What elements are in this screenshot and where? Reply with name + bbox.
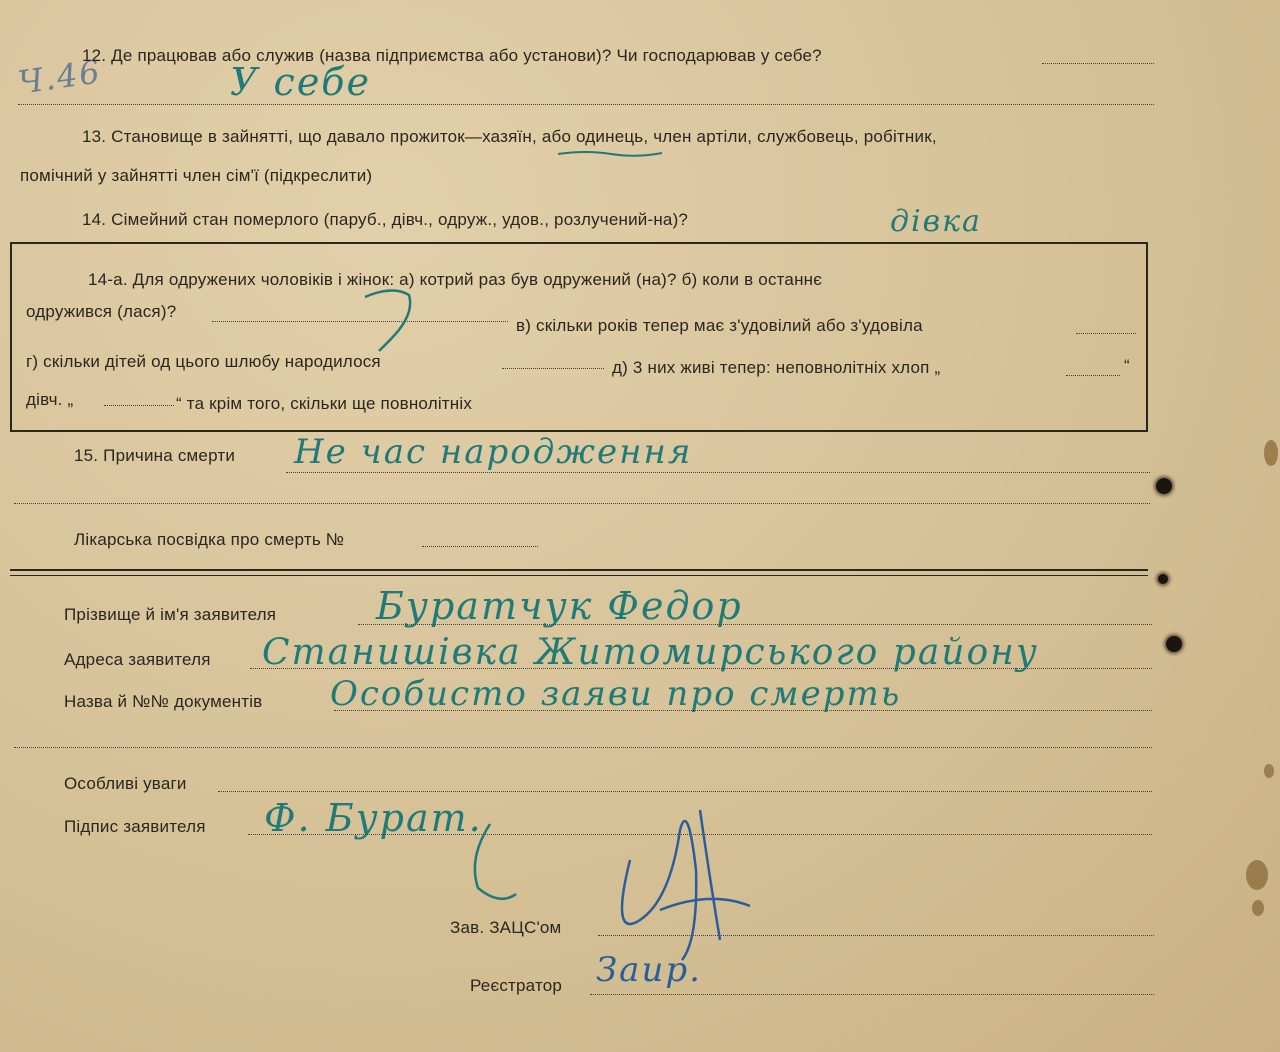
paper-stain bbox=[1246, 860, 1268, 890]
q14a-dots-4 bbox=[1066, 375, 1120, 376]
q14-answer: дівка bbox=[890, 204, 982, 239]
question-12: 12. Де працював або служив (назва підприємства або установи)? Чи господарював у себе? bbox=[82, 46, 822, 65]
q14a-line2b: в) скільки років тепер має з'удовілий або з'удовіла bbox=[516, 316, 923, 335]
q14a-dots-5 bbox=[104, 405, 174, 406]
punch-hole bbox=[1158, 574, 1168, 584]
paper-stain bbox=[1264, 764, 1274, 778]
hazyain-underline bbox=[556, 148, 666, 160]
q12-answer: У себе bbox=[230, 60, 371, 104]
punch-hole bbox=[1166, 636, 1182, 652]
applicant-address-line bbox=[250, 668, 1152, 669]
paper-stain bbox=[1264, 440, 1278, 466]
q14a-line3b: д) 3 них живі тепер: неповнолітніх хлоп „ bbox=[612, 358, 941, 377]
q14a-line2a: одружився (лася)? bbox=[26, 302, 177, 321]
applicant-name: Буратчук Федор bbox=[376, 584, 743, 628]
q14a-line3c: “ bbox=[1124, 356, 1130, 375]
q15-dotted-line bbox=[286, 472, 1150, 473]
q14a-dash-mark bbox=[345, 285, 425, 355]
medical-dotted-line bbox=[422, 546, 538, 547]
q15-dotted-line-2 bbox=[14, 503, 1150, 504]
paper-stain bbox=[1252, 900, 1264, 916]
q15-answer: Не час народження bbox=[294, 432, 693, 472]
applicant-signature: Ф. Бурат. bbox=[264, 796, 483, 840]
documents-line-2 bbox=[14, 747, 1152, 748]
registrar-label: Реєстратор bbox=[470, 976, 563, 995]
section-divider bbox=[10, 569, 1148, 571]
question-13-line2: помічний у зайнятті член сім'ї (підкреслити) bbox=[20, 166, 373, 185]
q14a-line3a: г) скільки дітей од цього шлюбу народилося bbox=[26, 352, 381, 371]
question-15: 15. Причина смерти bbox=[74, 446, 236, 465]
applicant-address: Станишівка Житомирського району bbox=[262, 632, 1039, 673]
medical-certificate-label: Лікарська посвідка про смерть № bbox=[74, 530, 345, 549]
punch-hole bbox=[1156, 478, 1172, 494]
margin-note: Ч.46 bbox=[15, 52, 104, 102]
applicant-name-line bbox=[358, 624, 1152, 625]
documents-line bbox=[334, 710, 1152, 711]
documents-label: Назва й №№ документів bbox=[64, 692, 263, 711]
q12-dotted-line-2 bbox=[18, 104, 1154, 105]
q14a-dots-3 bbox=[502, 368, 604, 369]
q14a-line1: 14-а. Для одружених чоловіків і жінок: а) котрий раз був одружений (на)? б) коли в останнє bbox=[88, 270, 823, 289]
applicant-name-label: Прізвище й ім'я заявителя bbox=[64, 605, 277, 624]
documents: Особисто заяви про смерть bbox=[330, 674, 902, 714]
registrar-line bbox=[590, 994, 1154, 995]
registrar-signature: Заир. bbox=[596, 950, 702, 990]
head-signature bbox=[600, 790, 780, 970]
section-divider-2 bbox=[10, 575, 1148, 576]
q14a-line4a: дівч. „ bbox=[26, 390, 74, 409]
q14a-dots-2 bbox=[1076, 333, 1136, 334]
notes-label: Особливі уваги bbox=[64, 774, 187, 793]
applicant-address-label: Адреса заявителя bbox=[64, 650, 211, 669]
question-13-line1: 13. Становище в зайнятті, що давало прожиток—хазяїн, або одинець, член артіли, службовець, робітник, bbox=[82, 127, 937, 146]
q12-dotted-line bbox=[1042, 63, 1154, 64]
signature-label: Підпис заявителя bbox=[64, 817, 206, 836]
signature-flourish bbox=[450, 818, 530, 908]
q14a-line4b: “ та крім того, скільки ще повнолітніх bbox=[176, 394, 473, 413]
question-14: 14. Сімейний стан померлого (паруб., дівч., одруж., удов., розлучений-на)? bbox=[82, 210, 689, 229]
head-label: Зав. ЗАЦС'ом bbox=[450, 918, 562, 937]
